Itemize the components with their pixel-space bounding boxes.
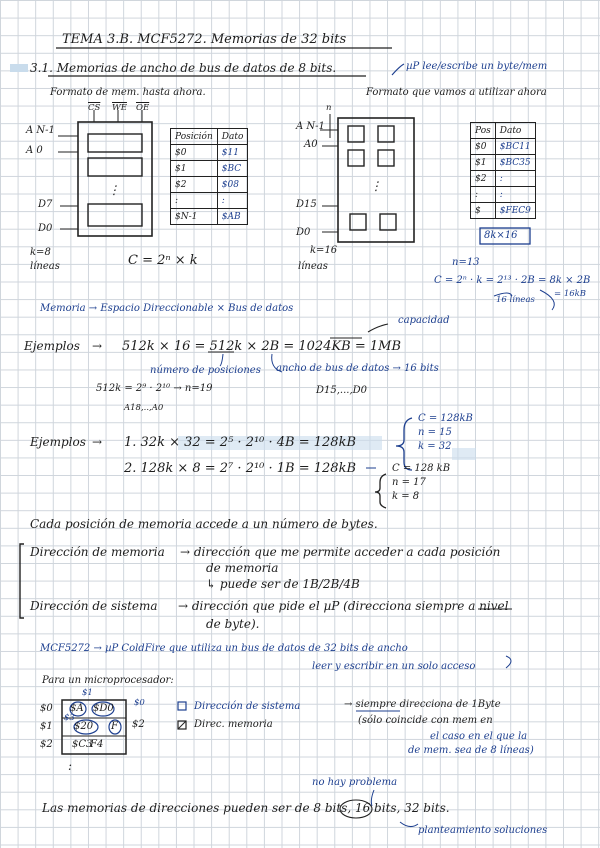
ejemplo2-res2-k: k = 8 [392, 491, 420, 502]
ejemplo1-ancho: ancho de bus de datos → 16 bits [276, 363, 439, 374]
chip-dots: ⋮ [108, 183, 120, 197]
ejemplo1-a-range: A18,..,A0 [124, 403, 164, 413]
table-right [470, 122, 536, 219]
chip-dots-right: ⋮ [370, 179, 382, 193]
micro-row0-a: $A [70, 703, 84, 714]
ejemplo2-res2-n: n = 17 [392, 477, 426, 488]
mcf-line: MCF5272 → µP ColdFire que utiliza un bus de datos de 32 bits de ancho [40, 643, 408, 654]
dir-sis-def1: → dirección que pide el µP (direcciona siempre a nivel [178, 599, 509, 613]
cell: $11 [217, 145, 248, 161]
micro-note-4: de mem. sea de 8 líneas) [408, 745, 534, 756]
micro-title: Para un microprocesador: [42, 675, 174, 686]
ejemplo1-formula: 512k × 16 = 512k × 2B = 1024KB = 1MB [122, 339, 402, 354]
dir-mem-def3: ↳ puede ser de 1B/2B/4B [206, 577, 360, 591]
final-line: Las memorias de direcciones pueden ser de 8 bits, 16 bits, 32 bits. [42, 801, 450, 815]
micro-row2-b: F4 [90, 739, 104, 750]
cell: : [217, 193, 248, 209]
micro-tag2: $2 [132, 719, 145, 730]
memoria-definition: Memoria → Espacio Direccionable × Bus de datos [40, 303, 294, 314]
mcf-note: leer y escribir en un solo acceso [312, 661, 476, 672]
arrow: → [92, 435, 103, 449]
micro-note-2: (sólo coincide con mem en [358, 715, 493, 726]
micro-row2-addr: $2 [40, 739, 53, 750]
ejemplos-label-2: Ejemplos [30, 435, 86, 449]
micro-row0-b: $D0 [93, 703, 114, 714]
micro-dots: : [68, 759, 73, 773]
calc-result: = 16kB [554, 289, 587, 299]
ejemplo2-line2: 2. 128k × 8 = 2⁷ · 2¹⁰ · 1B = 128kB [124, 461, 357, 476]
label-n: n [326, 103, 332, 113]
label-lineas-left: líneas [30, 261, 60, 272]
calc-lines: 16 líneas [496, 295, 535, 305]
label-a0-right: A0 [304, 139, 318, 150]
dir-mem-def1: → dirección que me permite acceder a cada posición [180, 545, 501, 559]
label-an1: A N-1 [26, 125, 55, 136]
pin-cs: $\overline{CS}$ [88, 103, 101, 113]
dir-mem-def2: de memoria [206, 561, 279, 575]
micro-row1-addr: $1 [40, 721, 53, 732]
micro-row0-addr: $0 [40, 703, 53, 714]
cell: : [471, 187, 496, 203]
page-title: TEMA 3.B. MCF5272. Memorias de 32 bits [62, 32, 347, 47]
left-caption: Formato de mem. hasta ahora. [50, 87, 206, 98]
label-d7: D7 [38, 199, 53, 210]
label-an1-right: A N-1 [296, 121, 325, 132]
label-k8: k=8 [30, 247, 51, 258]
label-lineas-right: líneas [298, 261, 328, 272]
th: Posición [171, 129, 218, 145]
ejemplo2-res1-n: n = 15 [418, 427, 452, 438]
cada-posicion: Cada posición de memoria accede a un número de bytes. [30, 517, 378, 531]
cell: $2 [171, 177, 218, 193]
cell: $ [471, 203, 496, 219]
dir-mem-term: Dirección de memoria [30, 545, 165, 559]
cell: $2 [471, 171, 496, 187]
calc-formula: C = 2ⁿ · k = 2¹³ · 2B = 8k × 2B [434, 275, 591, 286]
micro-tag0: $0 [134, 698, 145, 708]
note-right: µP lee/escribe un byte/mem [406, 61, 548, 72]
cell: $N-1 [171, 209, 218, 225]
micro-row1-a: $20 [74, 721, 94, 732]
micro-note-3: el caso en el que la [430, 731, 528, 742]
cell: $BC11 [495, 139, 535, 155]
box-8kx16: 8k×16 [484, 230, 518, 241]
section-marker [10, 64, 28, 72]
micro-row1-b: F [111, 721, 118, 732]
ejemplo1-posiciones: número de posiciones [150, 365, 261, 376]
right-caption: Formato que vamos a utilizar ahora [366, 87, 547, 98]
section-heading: 3.1. Memorias de ancho de bus de datos de 8 bits. [30, 61, 337, 75]
micro-note-1: → siempre direcciona de 1Byte [344, 699, 501, 710]
capacidad-label: capacidad [398, 315, 450, 326]
cell: $0 [471, 139, 496, 155]
cell: : [495, 187, 535, 203]
cell: : [495, 171, 535, 187]
label-k16: k=16 [310, 245, 338, 256]
ejemplos-label-1: Ejemplos [24, 339, 80, 353]
cell: $1 [471, 155, 496, 171]
ejemplo2-line1: 1. 32k × 32 = 2⁵ · 2¹⁰ · 4B = 128kB [124, 435, 357, 450]
label-d0-right: D0 [296, 227, 311, 238]
ejemplo2-res1-c: C = 128kB [418, 413, 473, 424]
formula-capacity: C = 2ⁿ × k [128, 253, 198, 268]
ejemplo1-d-range: D15,...,D0 [316, 385, 368, 396]
label-a0: A 0 [26, 145, 43, 156]
th: Dato [217, 129, 248, 145]
micro-tag3: $3 [64, 713, 75, 723]
cell: : [171, 193, 218, 209]
calc-n13: n=13 [452, 257, 480, 268]
dir-sis-term: Dirección de sistema [30, 599, 158, 613]
cell: $BC [217, 161, 248, 177]
ejemplo1-calc: 512k = 2⁹ · 2¹⁰ → n=19 [96, 383, 213, 394]
pin-oe: $\overline{OE}$ [136, 103, 150, 113]
th: Pos [471, 123, 496, 139]
th: Dato [495, 123, 535, 139]
cell: $FEC9 [495, 203, 535, 219]
planteamiento: planteamiento soluciones [418, 825, 548, 836]
highlight [452, 448, 476, 460]
cell: $BC35 [495, 155, 535, 171]
cell: $1 [171, 161, 218, 177]
ejemplo2-res1-k: k = 32 [418, 441, 452, 452]
pin-we: $\overline{WE}$ [112, 103, 127, 113]
arrow: → [92, 339, 103, 353]
micro-row2-a: $C3 [72, 739, 93, 750]
cell: $AB [217, 209, 248, 225]
legend-dir-memoria: Direc. memoria [194, 719, 273, 730]
dir-sis-def2: de byte). [206, 617, 260, 631]
no-hay-problema: no hay problema [312, 777, 398, 788]
label-d15: D15 [296, 199, 317, 210]
label-d0: D0 [38, 223, 53, 234]
micro-top: $1 [82, 688, 93, 698]
ejemplo2-res2-c: C = 128 kB [392, 463, 451, 474]
table-left [170, 128, 248, 225]
legend-dir-sistema: Dirección de sistema [194, 701, 301, 712]
cell: $08 [217, 177, 248, 193]
cell: $0 [171, 145, 218, 161]
